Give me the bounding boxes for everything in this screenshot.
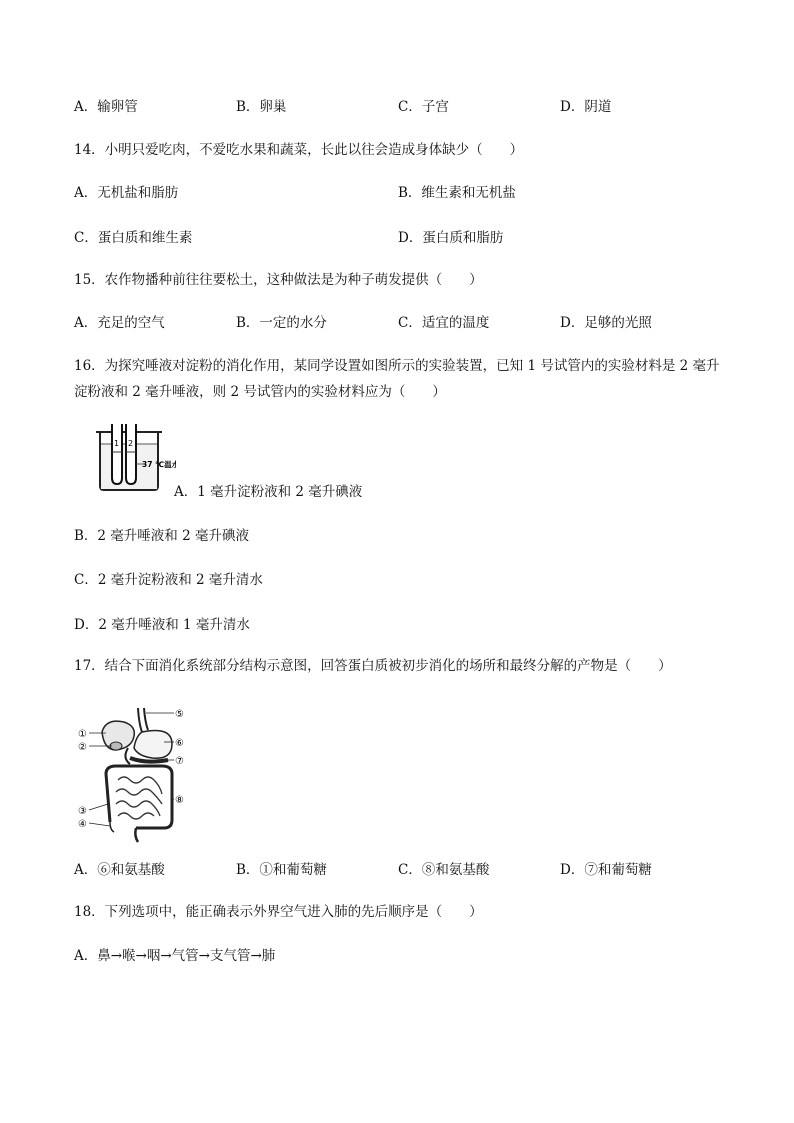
label-3: ③ <box>78 806 87 817</box>
q17-option-c: C．⑧和氨基酸 <box>398 862 490 878</box>
q18-option-a: A．鼻→喉→咽→气管→支气管→肺 <box>74 948 276 964</box>
label-4: ④ <box>78 819 87 830</box>
label-2: ② <box>78 742 87 753</box>
digestive-system-figure <box>76 704 192 844</box>
q14-option-c: C．蛋白质和维生素 <box>74 230 193 246</box>
q16-option-d: D．2 毫升唾液和 1 毫升清水 <box>74 617 250 633</box>
q15-stem: 15．农作物播种前往往要松土，这种做法是为种子萌发提供（ ） <box>74 272 483 288</box>
q15-option-c: C．适宜的温度 <box>398 315 490 331</box>
q17-stem: 17．结合下面消化系统部分结构示意图，回答蛋白质被初步消化的场所和最终分解的产物是（ ） <box>74 658 672 674</box>
small-intestine <box>116 777 162 819</box>
q15-option-b: B．一定的水分 <box>236 315 327 331</box>
tube-1-label: 1 <box>114 439 120 448</box>
esophagus <box>138 708 142 732</box>
q17-option-a: A．⑥和氨基酸 <box>74 862 165 878</box>
label-7: ⑦ <box>175 756 184 767</box>
stomach <box>134 731 172 759</box>
q13-option-a: A．输卵管 <box>74 99 138 115</box>
test-tube-2 <box>126 424 136 484</box>
q16-stem: 16．为探究唾液对淀粉的消化作用，某同学设置如图所示的实验装置，已知 1 号试管内的实验材料是 2 毫升淀粉液和 2 毫升唾液，则 2 号试管内的实验材料应为（ ） <box>74 358 720 400</box>
q17-option-b: B．①和葡萄糖 <box>236 862 327 878</box>
q13-option-b: B．卵巢 <box>236 99 287 115</box>
q16-option-a: A．1 毫升淀粉液和 2 毫升碘液 <box>174 484 363 500</box>
tube-2-label: 2 <box>128 439 134 448</box>
label-6: ⑥ <box>175 738 184 749</box>
q14-option-b: B．维生素和无机盐 <box>398 185 516 201</box>
label-5: ⑤ <box>175 709 184 720</box>
q14-option-d: D．蛋白质和脂肪 <box>398 230 504 246</box>
test-tube-1 <box>112 424 122 484</box>
q18-stem: 18．下列选项中，能正确表示外界空气进入肺的先后顺序是（ ） <box>74 904 483 920</box>
q15-option-d: D．足够的光照 <box>560 315 652 331</box>
test-tube-figure <box>94 422 176 494</box>
q14-stem: 14．小明只爱吃肉，不爱吃水果和蔬菜，长此以往会造成身体缺少（ ） <box>74 142 524 158</box>
q13-option-d: D．阴道 <box>560 99 612 115</box>
q15-option-a: A．充足的空气 <box>74 315 165 331</box>
label-1: ① <box>78 729 87 740</box>
q16-option-b: B．2 毫升唾液和 2 毫升碘液 <box>74 528 249 544</box>
q16-option-c: C．2 毫升淀粉液和 2 毫升清水 <box>74 572 263 588</box>
q14-option-a: A．无机盐和脂肪 <box>74 185 179 201</box>
label-8: ⑧ <box>175 795 184 806</box>
water-label: 37 ℃温水 <box>142 460 176 469</box>
q17-option-d: D．⑦和葡萄糖 <box>560 862 652 878</box>
q13-option-c: C．子宫 <box>398 99 449 115</box>
